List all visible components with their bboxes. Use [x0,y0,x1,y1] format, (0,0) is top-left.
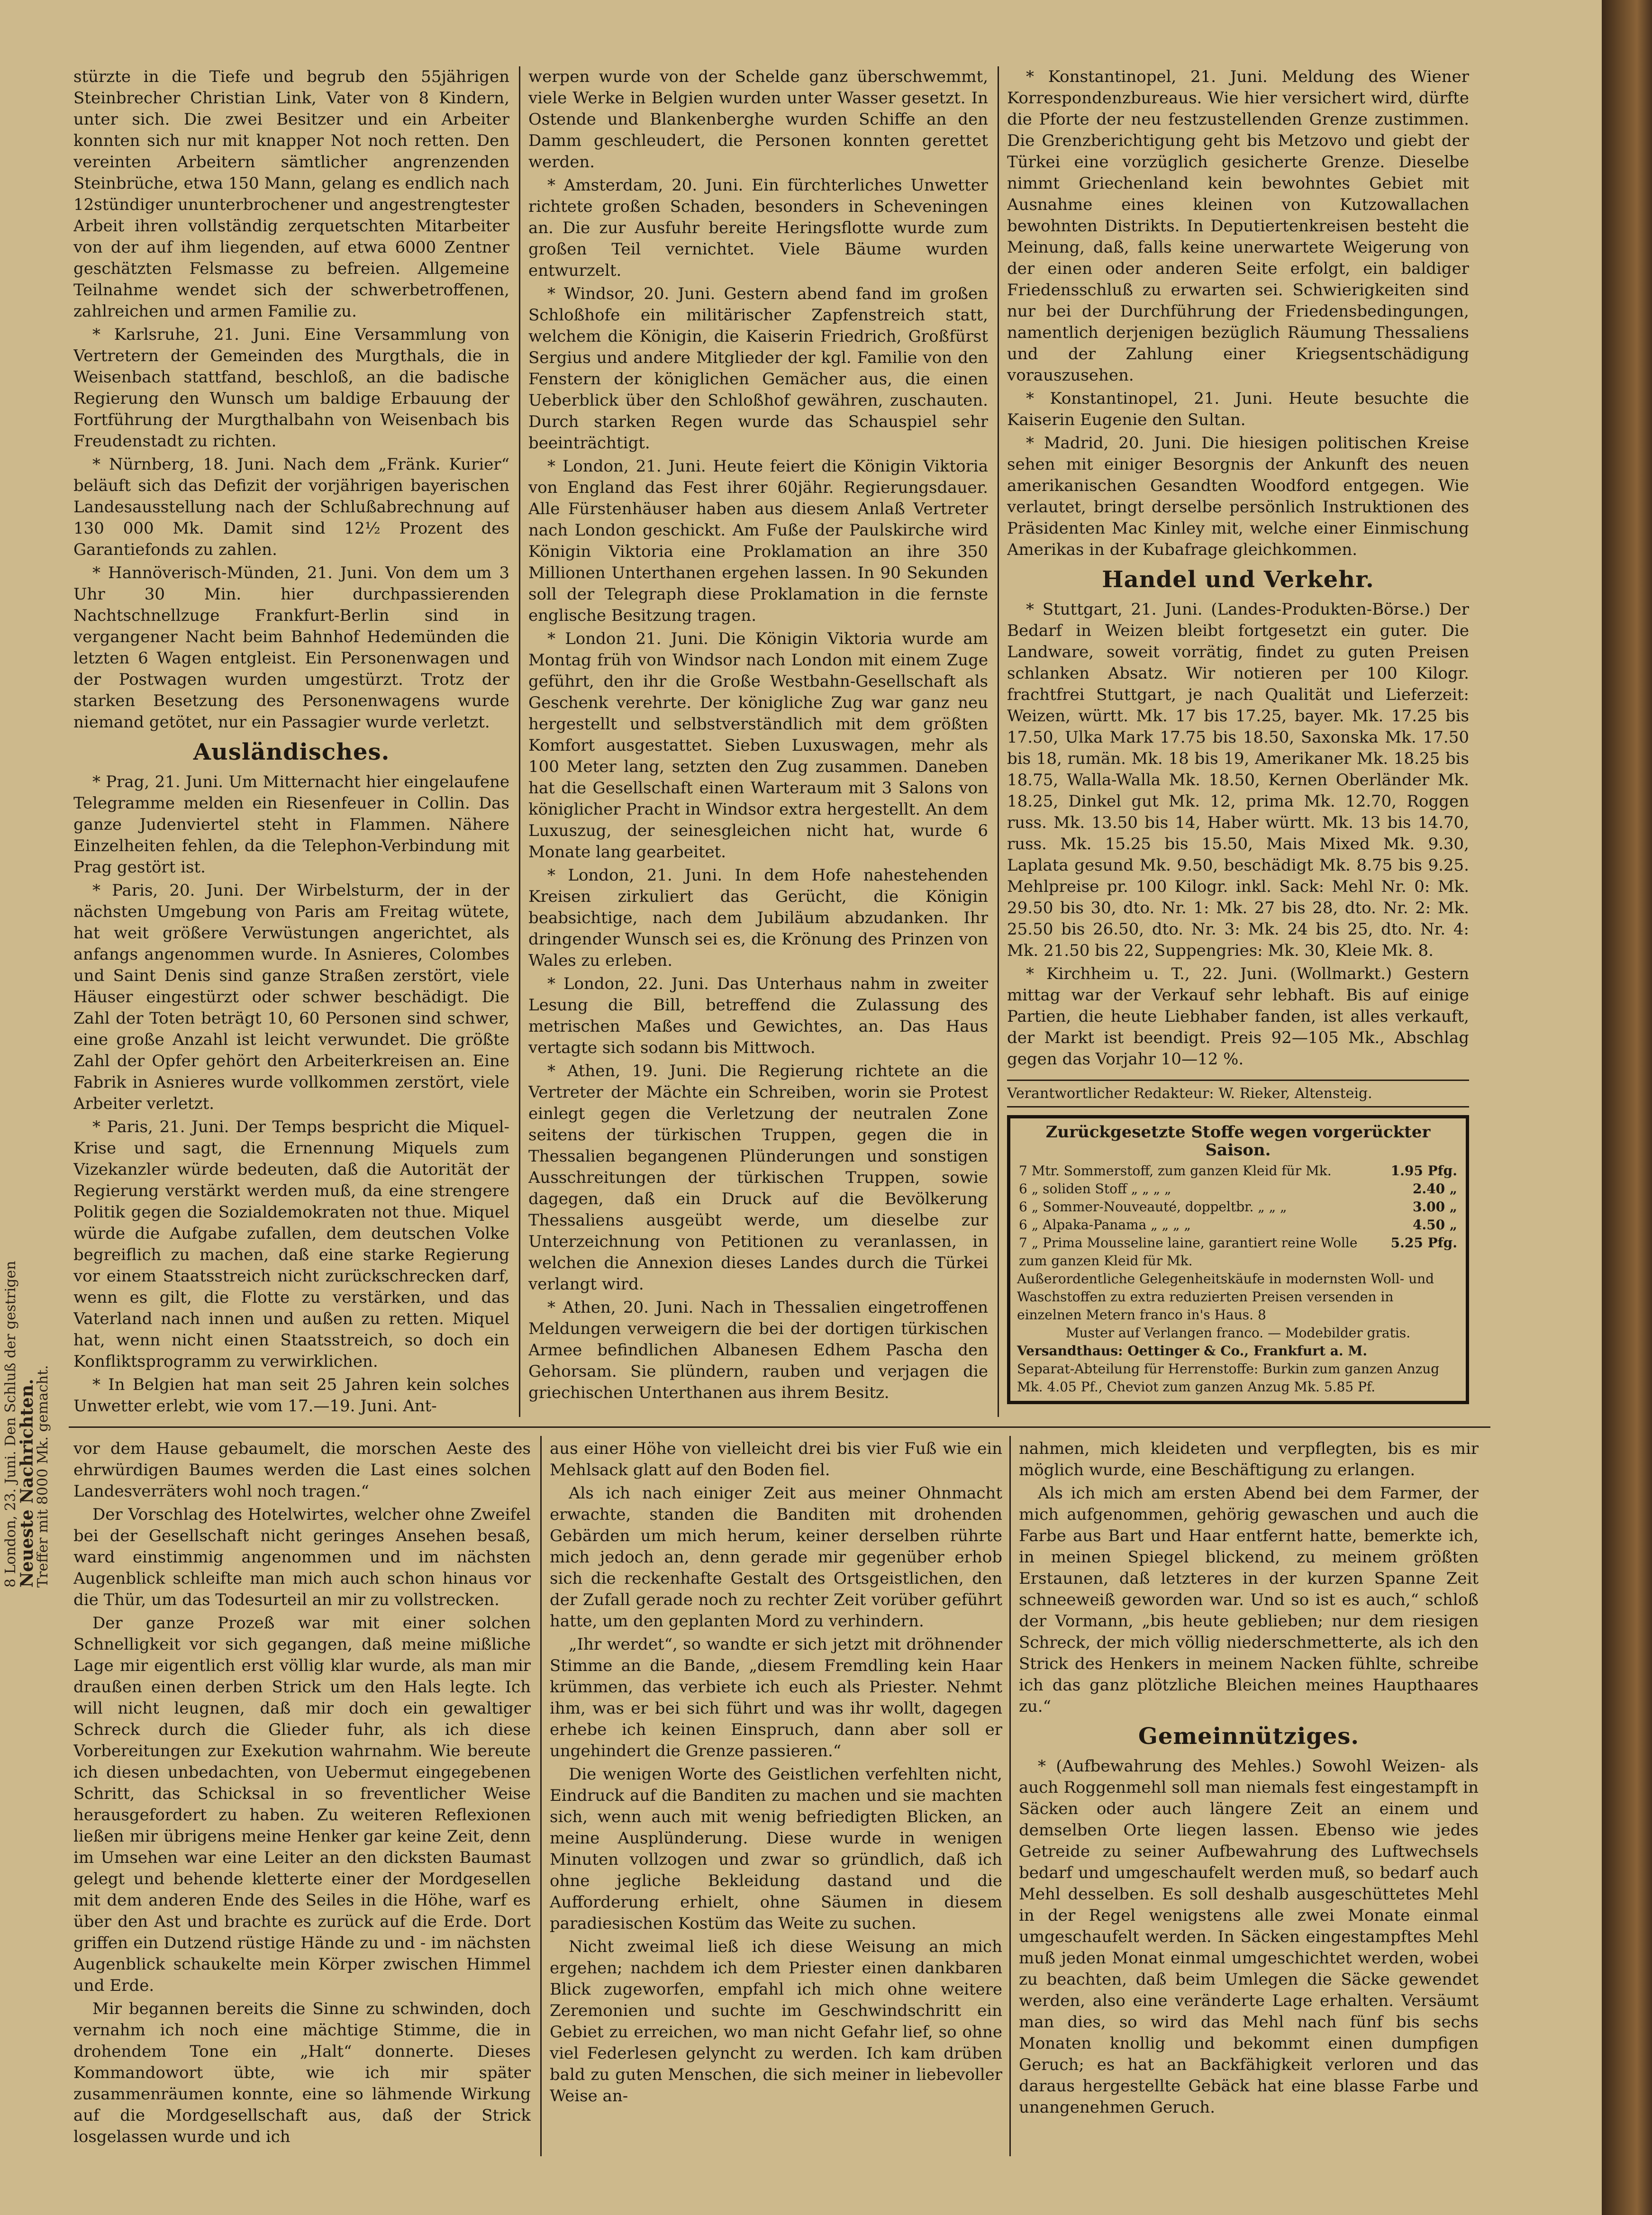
column-2 [528,66,988,1422]
article-col3-0: * Konstantinopel, 21. Juni. Meldung des Wiener Korrespondenzbureaus. Wie hier versichert wird, dürfte die Pforte der neu festzustellenden Grenze zustimmen. Die Grenzberichtigung geht bis Metzovo und giebt der Türkei eine vorzüglich gesicherte Grenze. Dieselbe nimmt Griechenland kein bewohntes Gebiet mit Ausnahme eines kleinen von Kutzowallachen bewohnten Distrikts. In Deputiertenkreisen besteht die Meinung, daß, falls keine unerwartete Weigerung von der einen oder anderen Seite erfolgt, ein baldiger Friedensschluß zu erwarten sei. Schwierigkeiten sind nur bei der Durchführung der Friedensbedingungen, namentlich derjenigen bezüglich Räumung Thessaliens und der Zahlung einer Kriegsentschädigung vorauszusehen. [1007,67,1469,385]
advertisement [1007,1115,1469,1404]
article-col2-7: * Athen, 19. Juni. Die Regierung richtete an die Vertreter der Mächte ein Schreiben, worin sie Protest einlegt gegen die Verletzung der neutralen Zone seitens der türkischen Truppen, gegen die in Thessalien begangenen Plünderungen und sonstigen Ausschreitungen der türkischen Truppen, sowie dagegen, daß ein Druck auf die Bevölkerung Thessaliens ausgeübt werde, um dieselbe zur Unterzeichnung von Petitionen zu veranlassen, in welchen die Annexion dieses Landes durch die Türkei verlangt wird. [528,1062,988,1294]
section-heading-handel: Handel und Verkehr. [1102,566,1374,593]
ad-row-price: 1.95 Pfg. [1390,1163,1457,1179]
article-col1b-0: * Prag, 21. Juni. Um Mitternacht hier eingelaufene Telegramme melden ein Riesenfeuer in Collin. Das ganze Judenviertel steht in Flammen. Nähere Einzelheiten fehlen, da die Telephon-Verbindung mit Prag gestört ist. [73,772,509,877]
article-col2-6: * London, 22. Juni. Das Unterhaus nahm in zweiter Lesung die Bill, betreffend die Zulassung des metrischen Maßes und Gewichtes, an. Das Haus vertagte sich sodann bis Mittwoch. [528,974,988,1057]
column-1 [73,66,509,1422]
margin-line-2: Neueste Nachrichten. [17,1379,37,1588]
column-rule-3 [540,1436,542,2156]
article-col2-1: * Amsterdam, 20. Juni. Ein fürchterliches Unwetter richtete großen Schaden, besonders in Scheveningen an. Die zur Ausfuhr bereite Heringsflotte wurde zum großen Teil vernichtet. Viele Bäume wurden entwurzelt. [528,176,988,280]
article-col2-2: * Windsor, 20. Juni. Gestern abend fand im großen Schloßhofe ein militärischer Zapfenstreich statt, welchem die Königin, die Kaiserin Friedrich, Großfürst Sergius und andere Mitglieder der kgl. Familie von den Fenstern der königlichen Gemächer aus, die einen Ueberblick über den Schloßhof gewähren, zuschauten. Durch starken Regen wurde das Schauspiel sehr beeinträchtigt. [528,284,988,453]
article-col1b-2: * Paris, 21. Juni. Der Temps bespricht die Miquel-Krise und sagt, die Ernennung Miquels zum Vizekanzler würde bedeuten, daß die Autorität der Regierung verstärkt werden muß, da eine strengere Politik gegen die Sozialdemokraten not thue. Miquel würde die Aufgabe zufallen, dem deutschen Volke begreiflich zu machen, daß eine starke Regierung vor einem Staatsstreich nicht zurückschrecken darf, wenn es gilt, die Flotte zu verstärken, und das Vaterland nach innen und außen zu retten. Miquel hat, wenn nicht einen Staatsstreich, so doch ein Konfliktsprogramm zu verwirklichen. [73,1117,509,1371]
ad-row-price: 2.40 „ [1412,1181,1457,1197]
article-col2-8: * Athen, 20. Juni. Nach in Thessalien eingetroffenen Meldungen verweigern die bei der dortigen türkischen Armee befindlichen Albanesen Edhem Pascha den Gehorsam. Sie plündern, rauben und verjagen die griechischen Unterthanen aus ihrem Besitz. [528,1298,988,1402]
story1-1: Der Vorschlag des Hotelwirtes, welcher ohne Zweifel bei der Gesellschaft nicht geringes Ansehen besaß, ward einstimmig angenommen und im nächsten Augenblick schleifte man mich auch schon hinaus vor die Thür, um das Todesurteil an mir zu vollstrecken. [73,1505,531,1609]
column-rule-4 [1009,1436,1011,2156]
ad-text-4: Separat-Abteilung für Herrenstoffe: Burkin zum ganzen Anzug Mk. 4.05 Pf., Cheviot zum ganzen Anzug Mk. 5.85 Pf. [1017,1361,1440,1395]
article-col3-1: * Konstantinopel, 21. Juni. Heute besuchte die Kaiserin Eugenie den Sultan. [1007,389,1469,429]
section-rule [69,1426,1490,1428]
story2-0: aus einer Höhe von vielleicht drei bis vier Fuß wie ein Mehlsack glatt auf den Boden fiel. [550,1439,1002,1480]
story-column-2 [550,1438,1002,2159]
ad-title: Zurückgesetzte Stoffe wegen vorgerückter Saison. [1045,1123,1431,1160]
ad-row [1017,1162,1459,1180]
story-column-3 [1019,1438,1479,2159]
margin-line-1: 8 London, 23. Juni. Den Schluß der gestrigen [2,1261,19,1588]
story2-1: Als ich nach einiger Zeit aus meiner Ohnmacht erwachte, standen die Banditen mit drohenden Gebärden um mich herum, keiner derselben rührte mich jedoch an, denn gerade mir gegenüber erhob sich die reckenhafte Gestalt des Ortsgeistlichen, den der Zufall gerade noch zu rechter Zeit vorüber geführt hatte, um den geplanten Mord zu verhindern. [550,1484,1002,1631]
ad-row-label: 7 „ Prima Mousseline laine, garantiert reine Wolle zum ganzen Kleid für Mk. [1019,1235,1358,1269]
article-col2-3: * London, 21. Juni. Heute feiert die Königin Viktoria von England das Fest ihrer 60jähr. Regierungsdauer. Alle Fürstenhäuser haben aus diesem Anlaß Vertreter nach London geschickt. Am Fuße der Paulskirche wird Königin Viktoria eine Proklamation an ihre 350 Millionen Unterthanen ergehen lassen. In 90 Sekunden soll der Telegraph diese Proklamation in die fernste englische Besitzung tragen. [528,457,988,625]
article-col1b-3: * In Belgien hat man seit 25 Jahren kein solches Unwetter erlebt, wie vom 17.—19. Juni. Ant- [73,1375,509,1416]
ad-number: 8 [1257,1307,1266,1323]
ad-text-2: Muster auf Verlangen franco. — Modebilder gratis. [1065,1325,1411,1341]
section-heading-gemeinnuetziges: Gemeinnütziges. [1138,1723,1360,1750]
margin-line-3: Treffer mit 8000 Mk. gemacht. [35,1365,51,1588]
article-col2-4: * London 21. Juni. Die Königin Viktoria wurde am Montag früh von Windsor nach London mit einem Zuge geführt, den ihr die Große Westbahn-Gesellschaft als Geschenk verehrte. Der königliche Zug war ganz neu hergestellt und selbstverständlich mit dem größten Komfort ausgestattet. Sieben Luxuswagen, mehr als 100 Meter lang, setzten den Zug zusammen. Daneben hat die Gesellschaft einen Warteraum mit 3 Salons von königlicher Pracht in Windsor extra hergestellt. An dem Luxuszug, der seinesgleichen nicht hat, wurde 6 Monate lang gearbeitet. [528,629,988,862]
article-col2-0: werpen wurde von der Schelde ganz überschwemmt, viele Werke in Belgien wurden unter Wasser gesetzt. In Ostende und Blankenberghe wurden Schiffe an den Damm geschleudert, die Personen konnten gerettet werden. [528,67,988,172]
article-col2-5: * London, 21. Juni. In dem Hofe nahestehenden Kreisen zirkuliert das Gerücht, die Königin beabsichtige, nach dem Jubiläum abzudanken. Ihr dringender Wunsch sei es, die Krönung des Prinzen von Wales zu erleben. [528,866,988,970]
margin-text [2,592,51,1588]
ad-row-label: 6 „ Sommer-Nouveauté, doppeltbr. „ „ „ [1019,1199,1287,1215]
ad-row [1017,1180,1459,1198]
ad-row-price: 4.50 „ [1412,1217,1457,1233]
story1-2: Der ganze Prozeß war mit einer solchen Schnelligkeit vor sich gegangen, daß meine mißliche Lage mir eigentlich erst völlig klar wurde, als man mir draußen einen derben Strick um den Hals legte. Ich will nicht leugnen, daß mir doch ein gewaltiger Schreck durch die Glieder fuhr, als ich diese Vorbereitungen zur Exekution wahrnahm. Wie bereute ich diesen unbedachten, von Uebermut eingegebenen Schritt, das Schicksal in so freventlicher Weise herausgefordert zu haben. Zu weiteren Reflexionen ließen mir übrigens meine Henker gar keine Zeit, denn im Umsehen war eine Leiter an den dicksten Baumast gelegt und behende kletterte einer der Mordgesellen mit dem anderen Ende des Seiles in die Höhe, warf es über den Ast und brachte es zurück auf die Erde. Dort griffen ein Dutzend rüstige Hände zu und - im nächsten Augenblick schaukelte mein Körper zwischen Himmel und Erde. [73,1614,531,1995]
article-col1-2: * Nürnberg, 18. Juni. Nach dem „Fränk. Kurier“ beläuft sich das Defizit der vorjährigen bayerischen Landesausstellung nach der Schlußabrechnung auf 130 000 Mk. Damit sind 12½ Prozent des Garantiefonds zu zahlen. [73,455,509,559]
column-rule-1 [519,66,520,1417]
ad-row [1017,1198,1459,1216]
article-col1-0: stürzte in die Tiefe und begrub den 55jährigen Steinbrecher Christian Link, Vater von 8 Kindern, unter sich. Die zwei Besitzer und ein Arbeiter konnten sich nur mit knapper Not noch retten. Den vereinten Arbeitern sämtlicher angrenzenden Steinbrüche, etwa 150 Mann, gelang es endlich nach 12stündiger ununterbrochener und angestrengtester Arbeit ihren vollständig zerquetschten Mitarbeiter von der auf ihm liegenden, auf etwa 6000 Zentner geschätzten Felsmasse zu befreien. Allgemeine Teilnahme wendet sich der schwerbetroffenen, zahlreichen und armen Familie zu. [73,67,509,321]
ad-price-table [1017,1162,1459,1270]
ad-text-1 [1017,1270,1459,1324]
ad-row-label: 6 „ soliden Stoff „ „ „ „ [1019,1181,1171,1197]
ad-row-label: 6 „ Alpaka-Panama „ „ „ „ [1019,1217,1191,1233]
article-col1b-1: * Paris, 20. Juni. Der Wirbelsturm, der in der nächsten Umgebung von Paris am Freitag wütete, hat weit größere Verwüstungen angerichtet, als anfangs angenommen wurde. In Asnieres, Colombes und Saint Denis sind ganze Straßen zerstört, viele Häuser eingestürzt oder schwer beschädigt. Die Zahl der Toten beträgt 10, 60 Personen sind schwer, eine große Anzahl ist leicht verwundet. Die größte Zahl der Opfer gehört den Arbeiterkreisen an. Eine Fabrik in Asnieres wurde vollkommen zerstört, viele Arbeiter verletzt. [73,881,509,1113]
story2-2: „Ihr werdet“, so wandte er sich jetzt mit dröhnender Stimme an die Bande, „diesem Fremdling kein Haar krümmen, das verbiete ich euch als Priester. Nehmt ihm, was er bei sich führt und was ihr wollt, dagegen erhebe ich keinen Einspruch, dann aber soll er ungehindert die Grenze passieren.“ [550,1635,1002,1761]
story3-1: Als ich mich am ersten Abend bei dem Farmer, der mich aufgenommen, gehörig gewaschen und auch die Farbe aus Bart und Haar entfernt hatte, bemerkte ich, in meinen Spiegel blickend, zu meinem größten Erstaunen, daß letzteres in der kurzen Spanne Zeit schneeweiß geworden war. Und so ist es auch,“ schloß der Vormann, „bis heute geblieben; nur dem riesigen Schreck, der mich völlig niederschmetterte, als ich den Strick des Henkers in meinem Nacken fühlte, schreibe ich das ganz plötzliche Bleichen meines Haupthaares zu.“ [1019,1484,1479,1716]
editor-line: Verantwortlicher Redakteur: W. Rieker, Altensteig. [1007,1080,1469,1108]
story2-4: Nicht zweimal ließ ich diese Weisung an mich ergehen; nachdem ich dem Priester einen dankbaren Blick zugeworfen, empfahl ich mich ohne weitere Zeremonien und suchte im Geschwindschritt ein Gebiet zu erreichen, wo man nicht Gefahr lief, so ohne viel Federlesen gelyncht zu werden. Ich kam drüben bald zu guten Menschen, die sich meiner in liebevoller Weise an- [550,1937,1002,2106]
story2-3: Die wenigen Worte des Geistlichen verfehlten nicht, Eindruck auf die Banditen zu machen und sie machten sich, wenn auch mit wenig befriedigten Blicken, an meine Ausplünderung. Diese wurde in wenigen Minuten vollzogen und zwar so gründlich, daß ich ohne jegliche Bekleidung dastand und die Aufforderung erhielt, ohne Säumen in diesem paradiesischen Kostüm das Weite zu suchen. [550,1765,1002,1933]
article-col3-2: * Madrid, 20. Juni. Die hiesigen politischen Kreise sehen mit einiger Besorgnis der Ankunft des neuen amerikanischen Gesandten Woodford entgegen. Wie verlautet, bringt derselbe persönlich Instruktionen des Präsidenten Mac Kinley mit, welche einer Einmischung Amerikas in der Kubafrage gleichkommen. [1007,434,1469,559]
ad-text-3: Versandthaus: Oettinger & Co., Frankfurt a. M. [1017,1343,1368,1359]
book-edge [1602,0,1652,2215]
article-col3b-0: * Stuttgart, 21. Juni. (Landes-Produkten-Börse.) Der Bedarf in Weizen bleibt fortgesetzt ein guter. Die Landware, soweit vorrätig, findet zu guten Preisen schlanken Absatz. Wir notieren per 100 Kilogr. frachtfrei Stuttgart, je nach Qualität und Lieferzeit: Weizen, württ. Mk. 17 bis 17.25, bayer. Mk. 17.25 bis 17.50, Ulka Mark 17.75 bis 18.50, Saxonska Mk. 17.50 bis 18, rumän. Mk. 18 bis 19, Amerikaner Mk. 18.25 bis 18.75, Walla-Walla Mk. 18.50, Kernen Oberländer Mk. 18.25, Dinkel gut Mk. 12, prima Mk. 12.70, Roggen russ. Mk. 13.50 bis 14, Haber württ. Mk. 13 bis 14.70, russ. Mk. 15.25 bis 15.50, Mais Mixed Mk. 9.30, Laplata gesund Mk. 9.50, beschädigt Mk. 8.75 bis 9.25. Mehlpreise pr. 100 Kilogr. inkl. Sack: Mehl Nr. 0: Mk. 29.50 bis 30, dto. Nr. 1: Mk. 27 bis 28, dto. Nr. 2: Mk. 25.50 bis 26.50, dto. Nr. 3: Mk. 24 bis 25, dto. Nr. 4: Mk. 21.50 bis 22, Suppengries: Mk. 30, Kleie Mk. 8. [1007,600,1469,960]
story1-3: Mir begannen bereits die Sinne zu schwinden, doch vernahm ich noch eine mächtige Stimme, die in drohendem Tone ein „Halt“ donnerte. Dieses Kommandowort übte, wie ich mir später zusammenräumen konnte, eine so lähmende Wirkung auf die Mordgesellschaft aus, daß der Strick losgelassen wurde und ich [73,1999,531,2146]
ad-row-label: 7 Mtr. Sommerstoff, zum ganzen Kleid für Mk. [1019,1163,1332,1179]
ad-text-1-body: Außerordentliche Gelegenheitskäufe in modernsten Woll- und Waschstoffen zu extra reduzierten Preisen versenden in einzelnen Metern franco in's Haus. [1017,1271,1434,1323]
column-3 [1007,66,1469,1422]
section-heading-auslaendisches: Ausländisches. [193,739,390,765]
story3b-0: * (Aufbewahrung des Mehles.) Sowohl Weizen- als auch Roggenmehl soll man niemals fest eingestampft in Säcken oder auch längere Zeit an einem und demselben Orte liegen lassen. Ebenso wie jedes Getreide zu seiner Aufbewahrung des Luftwechsels bedarf und umgeschaufelt werden muß, so bedarf auch Mehl desselben. Es soll deshalb ausgeschüttetes Mehl in der Regel wenigstens alle zwei Monate einmal umgeschaufelt werden. In Säcken eingestampftes Mehl muß jeden Monat einmal umgeschichtet werden, wobei zu beachten, daß beim Umlegen die Säcke gewendet werden, also eine veränderte Lage erhalten. Versäumt man dies, so wird das Mehl nach fünf bis sechs Monaten knollig und bekommt einen dumpfigen Geruch; es hat an Backfähigkeit verloren und das daraus hergestellte Gebäck hat eine blasse Farbe und unangenehmen Geruch. [1019,1757,1479,2117]
ad-row [1017,1216,1459,1234]
article-col1-1: * Karlsruhe, 21. Juni. Eine Versammlung von Vertretern der Gemeinden des Murgthals, die in Weisenbach stattfand, beschloß, an die badische Regierung den Wunsch um baldige Erbauung der Fortführung der Murgthalbahn von Weisenbach bis Freudenstadt zu richten. [73,325,509,451]
article-col1-3: * Hannöverisch-Münden, 21. Juni. Von dem um 3 Uhr 30 Min. hier durchpassierenden Nachtschnellzuge Frankfurt-Berlin sind in vergangener Nacht beim Bahnhof Hedemünden die letzten 6 Wagen entgleist. Ein Personenwagen und der Postwagen wurden umgestürzt. Trotz der starken Besetzung des Personenwagens wurde niemand getötet, nur ein Passagier wurde verletzt. [73,563,509,732]
ad-row-price: 5.25 Pfg. [1390,1235,1457,1251]
story1-0: vor dem Hause gebaumelt, die morschen Aeste des ehrwürdigen Baumes werden die Last eines solchen Landesverräters wohl noch tragen.“ [73,1439,531,1501]
column-rule-2 [998,66,999,1417]
article-col3b-1: * Kirchheim u. T., 22. Juni. (Wollmarkt.) Gestern mittag war der Verkauf sehr lebhaft. Bis auf einige Partien, die heute Liebhaber fanden, ist alles verkauft, der Markt ist beendigt. Preis 92—105 Mk., Abschlag gegen das Vorjahr 10—12 %. [1007,964,1469,1069]
story-column-1 [73,1438,531,2159]
ad-row-price: 3.00 „ [1412,1199,1457,1215]
story3-0: nahmen, mich kleideten und verpflegten, bis es mir möglich wurde, eine Beschäftigung zu erlangen. [1019,1439,1479,1480]
ad-row [1017,1234,1459,1270]
